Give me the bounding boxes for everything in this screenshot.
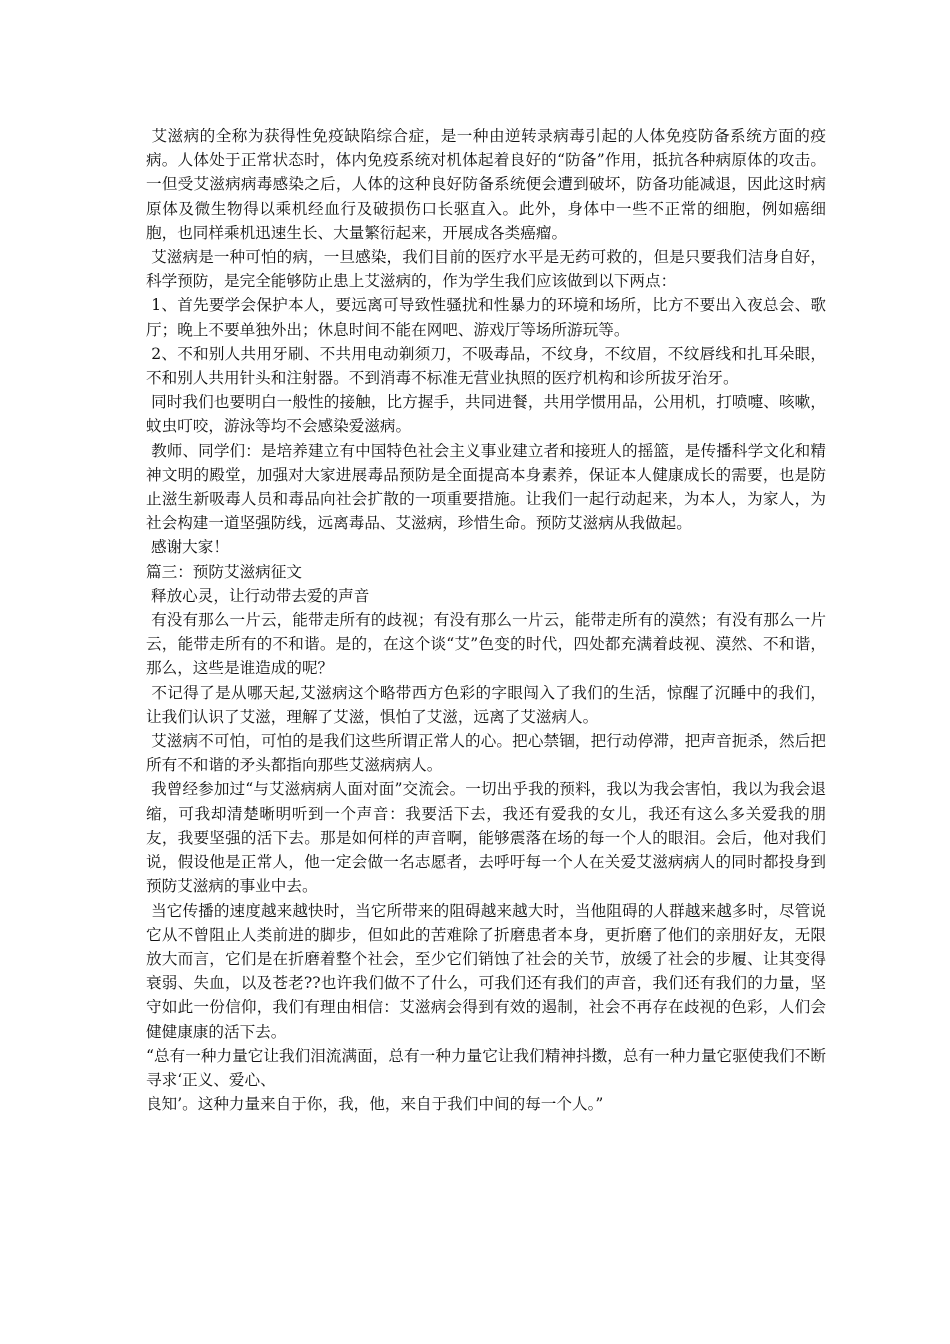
document-body: [146, 124, 826, 1116]
paragraph-cloud: 有没有那么一片云，能带走所有的歧视；有没有那么一片云，能带走所有的漠然；有没有那么一片云，能带走所有的不和谐。是的，在这个谈“艾”色变的时代，四处都充满着歧视、漠然、不和谐，那么，这些是谁造成的呢？: [146, 611, 826, 678]
paragraph-quote: “总有一种力量它让我们泪流满面，总有一种力量它让我们精神抖擞，总有一种力量它驱使我们不断寻求‘正义、爱心、 良知’。这种力量来自于你，我，他，来自于我们中间的每一个人。”: [146, 1046, 826, 1114]
paragraph-definition: 艾滋病的全称为获得性免疫缺陷综合症，是一种由逆转录病毒引起的人体免疫防备系统方面的疫病。人体处于正常状态时，体内免疫系统对机体起着良好的“防备”作用，抵抗各种病原体的攻击。一但受艾滋病病毒感染之后，人体的这种良好防备系统便会遭到破坏，防备功能减退，因此这时病原体及微生物得以乘机经血行及破损伤口长驱直入。此外，身体中一些不正常的细胞，例如癌细胞，也同样乘机迅速生长、大量繁衍起来，开展成各类癌瘤。: [146, 127, 826, 242]
paragraph-prevention-intro: 艾滋病是一种可怕的病，一旦感染，我们目前的医疗水平是无药可救的，但是只要我们洁身自好，科学预防，是完全能够防止患上艾滋病的，作为学生我们应该做到以下两点：: [146, 248, 826, 291]
essay-title: 释放心灵，让行动带去爱的声音: [146, 586, 370, 605]
paragraph-remember: 不记得了是从哪天起,艾滋病这个略带西方色彩的字眼闯入了我们的生活，惊醒了沉睡中的我们，让我们认识了艾滋，理解了艾滋，惧怕了艾滋，远离了艾滋病人。: [146, 683, 826, 726]
paragraph-not-scary: 艾滋病不可怕，可怕的是我们这些所谓正常人的心。把心禁锢，把行动停滞，把声音扼杀，然后把所有不和谐的矛头都指向那些艾滋病病人。: [146, 732, 826, 775]
paragraph-meeting: 我曾经参加过“与艾滋病病人面对面”交流会。一切出乎我的预料，我以为我会害怕，我以为我会退缩，可我却清楚晰明听到一个声音：我要活下去，我还有爱我的女儿，我还有这么多关爱我的朋友，我要坚强的活下去。那是如何样的声音啊，能够震落在场的每一个人的眼泪。会后，他对我们说，假设他是正常人，他一定会做一名志愿者，去呼吁每一个人在关爱艾滋病病人的同时都投身到预防艾滋病的事业中去。: [146, 780, 826, 896]
paragraph-spread: 当它传播的速度越来越快时，当它所带来的阻碍越来越大时，当他阻碍的人群越来越多时，尽管说它从不曾阻止人类前进的脚步，但如此的苦难除了折磨患者本身，更折磨了他们的亲朋好友，无限放大而言，它们是在折磨着整个社会，至少它们销蚀了社会的关节，放缓了社会的步履、让其变得衰弱、失血，以及苍老??也许我们做不了什么，可我们还有我们的声音，我们还有我们的力量，坚守如此一份信仰，我们有理由相信：艾滋病会得到有效的遏制，社会不再存在歧视的色彩，人们会健健康康的活下去。: [146, 901, 826, 1041]
section-heading: 篇三：预防艾滋病征文: [146, 562, 302, 581]
paragraph-general-contact: 同时我们也要明白一般性的接触，比方握手，共同进餐，共用学惯用品，公用机，打喷嚏、咳嗽，蚊虫叮咬，游泳等均不会感染爱滋病。: [146, 393, 826, 436]
paragraph-thanks: 感谢大家！: [146, 538, 229, 557]
paragraph-call-to-action: 教师、同学们：是培养建立有中国特色社会主义事业建立者和接班人的摇篮，是传播科学文化和精神文明的殿堂，加强对大家进展毒品预防是全面提高本身素养，保证本人健康成长的需要，也是防止滋生新吸毒人员和毒品向社会扩散的一项重要措施。让我们一起行动起来，为本人，为家人，为社会构建一道坚强防线，远离毒品、艾滋病，珍惜生命。预防艾滋病从我做起。: [146, 441, 826, 533]
paragraph-point-1: 1、首先要学会保护本人，要远离可导致性骚扰和性暴力的环境和场所，比方不要出入夜总会、歌厅；晚上不要单独外出；休息时间不能在网吧、游戏厅等场所游玩等。: [146, 296, 826, 339]
paragraph-point-2: 2、不和别人共用牙刷、不共用电动剃须刀，不吸毒品，不纹身，不纹眉，不纹唇线和扎耳朵眼，不和别人共用针头和注射器。不到消毒不标准无营业执照的医疗机构和诊所拔牙治牙。: [146, 344, 826, 388]
